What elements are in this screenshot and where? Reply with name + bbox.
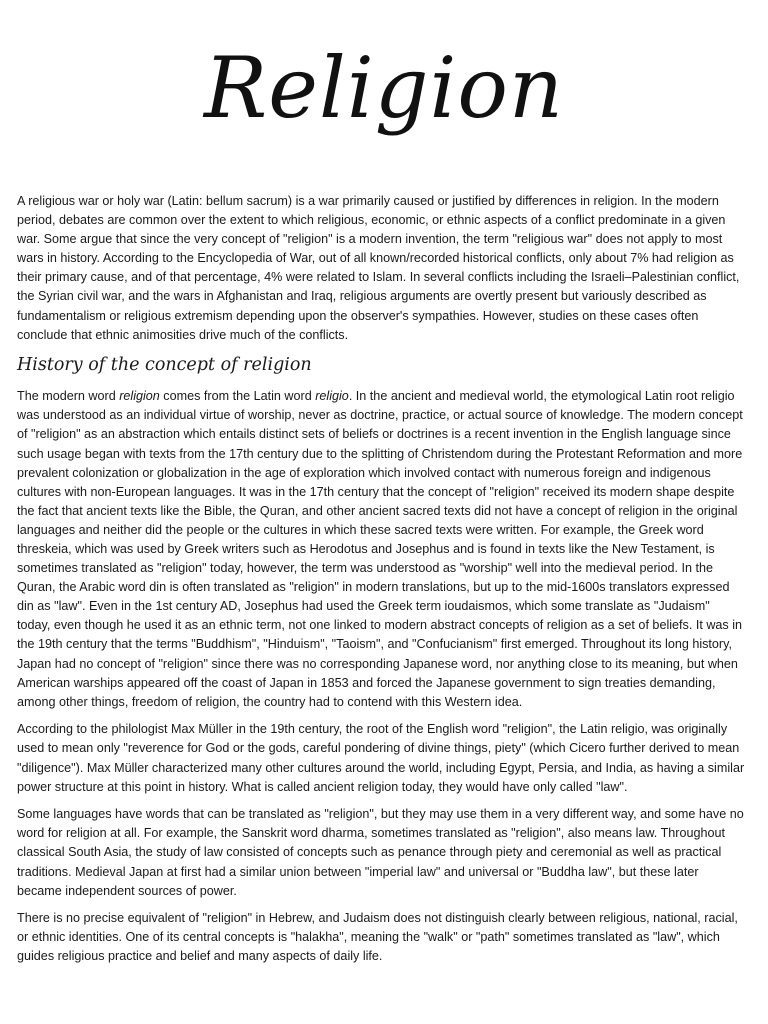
document-body	[17, 192, 745, 975]
history-paragraph-3: Some languages have words that can be translated as "religion", but they may use them in a very different way, and some have no word for religion at all. For example, the Sanskrit word dharma, sometimes translated as "religion", also means law. Throughout classical South Asia, the study of law consisted of concepts such as penance through piety and ceremonial as well as practical traditions. Medieval Japan at first had a similar union between "imperial law" and universal or "Buddha law", but these later became independent sources of power.	[17, 807, 744, 898]
page-title: Religion	[204, 39, 564, 137]
para1-text-c: comes from the Latin word	[159, 389, 316, 404]
para1-italic-religio: religio	[315, 389, 349, 404]
history-paragraph-1	[17, 387, 745, 712]
section-heading: History of the concept of religion	[17, 355, 312, 376]
para1-text-e: . In the ancient and medieval world, the etymological Latin root religio was understood as an individual virtue of worship, never as doctrine, practice, or actual source of knowledge. The modern concept of "religion" as an abstraction which entails distinct sets of beliefs or doctrines is a recent invention in the English language since such usage began with texts from the 17th century due to the splitting of Christendom during the Protestant Reformation and more prevalent colonization or globalization in the age of exploration which involved contact with numerous foreign and indigenous cultures with non-European languages. It was in the 17th century that the concept of "religion" received its modern shape despite the fact that ancient texts like the Bible, the Quran, and other ancient sacred texts did not have a concept of religion in the original languages and neither did the people or the cultures in which these sacred texts were written. For example, the Greek word threskeia, which was used by Greek writers such as Herodotus and Josephus and is found in texts like the New Testament, is sometimes translated as "religion" today, however, the term was understood as "worship" well into the medieval period. In the Quran, the Arabic word din is often translated as "religion" in modern translations, but up to the mid-1600s translators expressed din as "law". Even in the 1st century AD, Josephus had used the Greek term ioudaismos, which some translate as "Judaism" today, even though he used it as an ethnic term, not one linked to modern abstract concepts of religion as a set of beliefs. It was in the 19th century that the terms "Buddhism", "Hinduism", "Taoism", and "Confucianism" first emerged. Throughout its long history, Japan had no concept of "religion" since there was no corresponding Japanese word, nor anything close to its meaning, but when American warships appeared off the coast of Japan in 1853 and forced the Japanese government to sign treaties demanding, among other things, freedom of religion, the country had to contend with this Western idea.	[17, 389, 743, 709]
history-paragraph-2: According to the philologist Max Müller in the 19th century, the root of the English word "religion", the Latin religio, was originally used to mean only "reverence for God or the gods, careful pondering of divine things, piety" (which Cicero further derived to mean "diligence"). Max Müller characterized many other cultures around the world, including Egypt, Persia, and India, as having a similar power structure at this point in history. What is called ancient religion today, they would have only called "law".	[17, 722, 745, 794]
para1-text-a: The modern word	[17, 389, 120, 404]
para1-italic-religion: religion	[119, 389, 160, 404]
history-paragraph-4: There is no precise equivalent of "religion" in Hebrew, and Judaism does not distinguish clearly between religious, national, racial, or ethnic identities. One of its central concepts is "halakha", meaning the "walk" or "path" sometimes translated as "law", which guides religious practice and belief and many aspects of daily life.	[17, 911, 738, 964]
intro-paragraph: A religious war or holy war (Latin: bellum sacrum) is a war primarily caused or justified by differences in religion. In the modern period, debates are common over the extent to which religious, economic, or ethnic aspects of a conflict predominate in a given war. Some argue that since the very concept of "religion" is a modern invention, the term "religious war" does not apply to most wars in history. According to the Encyclopedia of War, out of all known/recorded historical conflicts, only about 7% had religion as their primary cause, and of that percentage, 4% were related to Islam. In several conflicts including the Israeli–Palestinian conflict, the Syrian civil war, and the wars in Afghanistan and Iraq, religious arguments are overtly present but variously described as fundamentalism or religious extremism depending upon the observer's sympathies. However, studies on these cases often conclude that ethnic animosities drive much of the conflicts.	[17, 194, 740, 342]
